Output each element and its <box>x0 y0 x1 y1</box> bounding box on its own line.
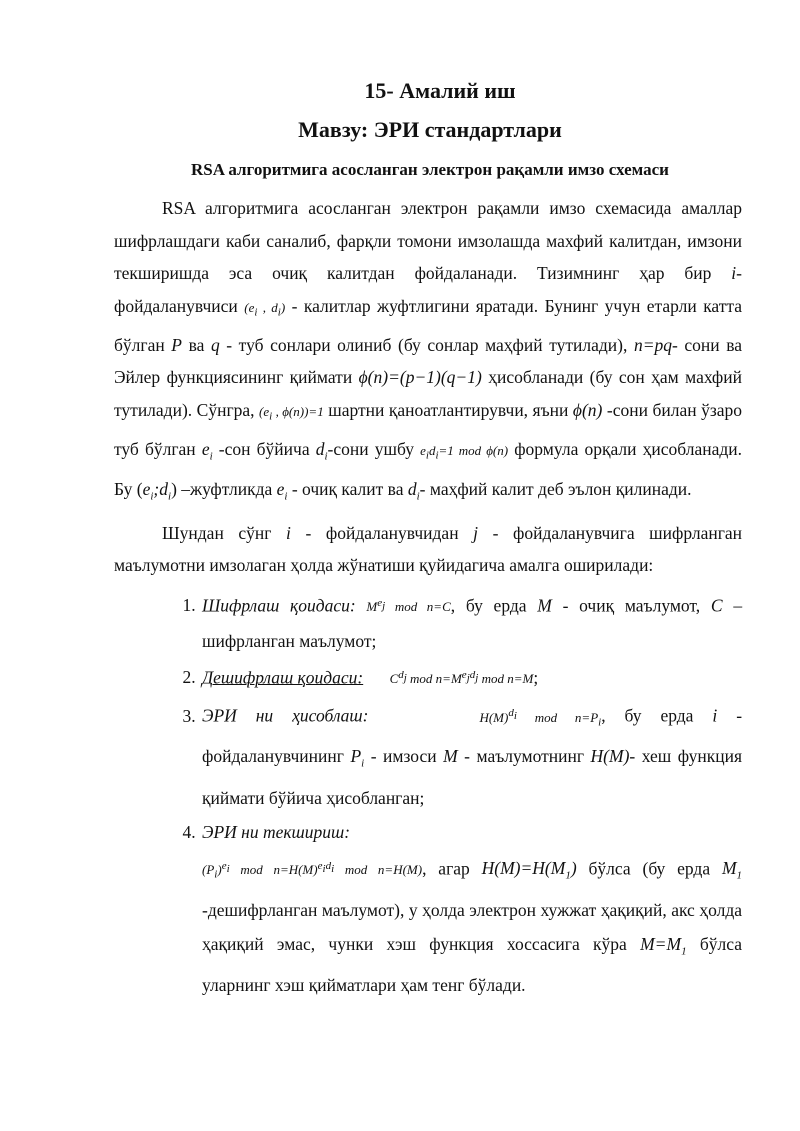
text: - очиқ калит ва <box>291 478 404 499</box>
formula-i: i <box>286 522 291 543</box>
formula-phi-n: ϕ(n) <box>572 399 603 420</box>
text: - туб сонлари олиниб (бу сонлар маҳфий тутилади), <box>226 334 628 355</box>
text: – шифрланган маълумот; <box>202 595 743 652</box>
text: формула орқали ҳисобланади. Бу ( <box>114 438 743 499</box>
text: ) –жуфтликда <box>171 478 273 499</box>
text: RSA алгоритмига асосланган электрон рақамли имзо схемасида амаллар шифрлашдаги каби саналиб, фарқли томони имзолашда махфий калитдан, имзони текширишда эса очиқ калитдан фойдаланади. Тизимнинг ҳар бир <box>114 198 742 283</box>
formula-sign: $H(M)^{d_i}$ mod $n=P_i$ <box>479 707 602 729</box>
formula-hash-eq: $H(M)=H(M_1)$ <box>481 858 577 882</box>
formula-hm: H(M) <box>590 746 630 767</box>
page-title: 15- Амалий иш <box>364 78 516 103</box>
text: - фойдаланувчининг <box>202 705 743 767</box>
text: - фойдаланувчиси <box>114 263 742 316</box>
text: - хеш функция қиймати бўйича ҳисобланган; <box>202 746 743 808</box>
text: бўлса (бу ерда <box>588 858 711 879</box>
formula-i: i <box>731 263 737 283</box>
text: - маҳфий калит деб эълон қилинади. <box>419 478 692 499</box>
text: - фойдаланувчига шифрланган маълумотни имзолаган ҳолда жўнатиши қуйидагича амалга оширилади: <box>114 522 743 576</box>
paragraph-transfer <box>114 517 742 582</box>
formula-encrypt: $M^{e_j}$ mod n=C <box>366 596 451 615</box>
formula-key-pair: ($e_i$ , $d_i$) <box>244 299 286 319</box>
text: - калитлар жуфтлигини яратади. Бунинг учун етарли катта бўлган <box>114 295 743 355</box>
text: Шундан сўнг <box>162 522 272 543</box>
formula-j: j <box>473 522 479 543</box>
text: , бу ерда <box>450 595 527 616</box>
step-label: Дешифрлаш қоидаси: <box>202 667 364 688</box>
text: - фойдаланувчидан <box>305 522 459 543</box>
formula-p: P <box>171 334 182 355</box>
text: ҳисобланади (бу сон ҳам махфий тутилади). Сўнгра, <box>114 367 743 420</box>
text: -дешифрланган маълумот), у ҳолда электрон хужжат ҳақиқий, акс ҳолда ҳақиқий эмас, чунки хэш функция хоссасига кўра <box>202 899 742 954</box>
formula-n-pq: n=pq <box>633 334 672 355</box>
list-item <box>200 696 742 814</box>
text: бўлса уларнинг хэш қийматлари ҳам тенг бўлади. <box>202 933 743 996</box>
step-label: ЭРИ ни ҳисоблаш: <box>202 705 369 726</box>
text: - очиқ маълумот, <box>562 595 701 616</box>
text: , агар <box>422 858 470 879</box>
text: ; <box>533 667 539 688</box>
step-label: ЭРИ ни текшириш: <box>202 821 351 842</box>
formula-m: M <box>443 746 458 767</box>
formula-m1: $M_1$ <box>721 858 743 882</box>
formula-pi: $P_i$ <box>350 746 365 770</box>
text: C <box>710 595 723 616</box>
text: -сони ушбу <box>327 438 414 459</box>
formula-i: i <box>712 705 718 726</box>
list-item <box>200 815 742 1002</box>
formula-verify: $(P_i)^{e_i}$ mod $n=H(M)^{e_id_i}$ mod n=H(M) <box>202 859 423 881</box>
list-item <box>200 586 742 658</box>
text: - маълумотнинг <box>464 746 585 767</box>
formula-decrypt: $C^{d_j}$ mod $n=M^{e_jd_j}$ mod n=M <box>389 669 534 687</box>
formula-di: $d_i$ <box>407 478 420 503</box>
text: - имзоси <box>370 746 437 767</box>
step-label: Шифрлаш қоидаси: <box>202 595 356 616</box>
formula-gcd: ($e_i$ , ϕ(n))=1 <box>259 403 324 423</box>
formula-m-eq-m1: $M=M_1$ <box>640 933 687 958</box>
topic-title: Мавзу: ЭРИ стандартлари <box>298 117 562 142</box>
formula-euler: ϕ(n)=(p−1)(q−1) <box>358 367 482 388</box>
document-body <box>114 192 742 1002</box>
text: , бу ерда <box>601 705 694 726</box>
steps-list <box>114 586 742 1002</box>
text: -сони билан ўзаро туб бўлган <box>114 399 743 459</box>
text: - сони ва Эйлер функциясининг қиймати <box>114 334 743 388</box>
formula-m: M <box>537 595 552 616</box>
formula-ei: $e_i$ <box>276 478 288 503</box>
formula-ei: $e_i$ <box>201 438 213 463</box>
text: шартни қаноатлантирувчи, яъни <box>328 399 569 420</box>
list-item <box>200 658 742 696</box>
section-subtitle: RSA алгоритмига асосланган электрон рақамли имзо схемаси <box>191 160 669 179</box>
text: ва <box>188 334 205 355</box>
formula-q: q <box>210 334 220 355</box>
text: -сон бўйича <box>218 438 310 459</box>
paragraph-rsa <box>114 192 742 513</box>
formula-pair: $e_i;d_i$ <box>142 478 172 503</box>
formula-di-calc: $e_id_i=1$ mod ϕ(n) <box>420 442 509 462</box>
formula-di: $d_i$ <box>315 438 328 463</box>
